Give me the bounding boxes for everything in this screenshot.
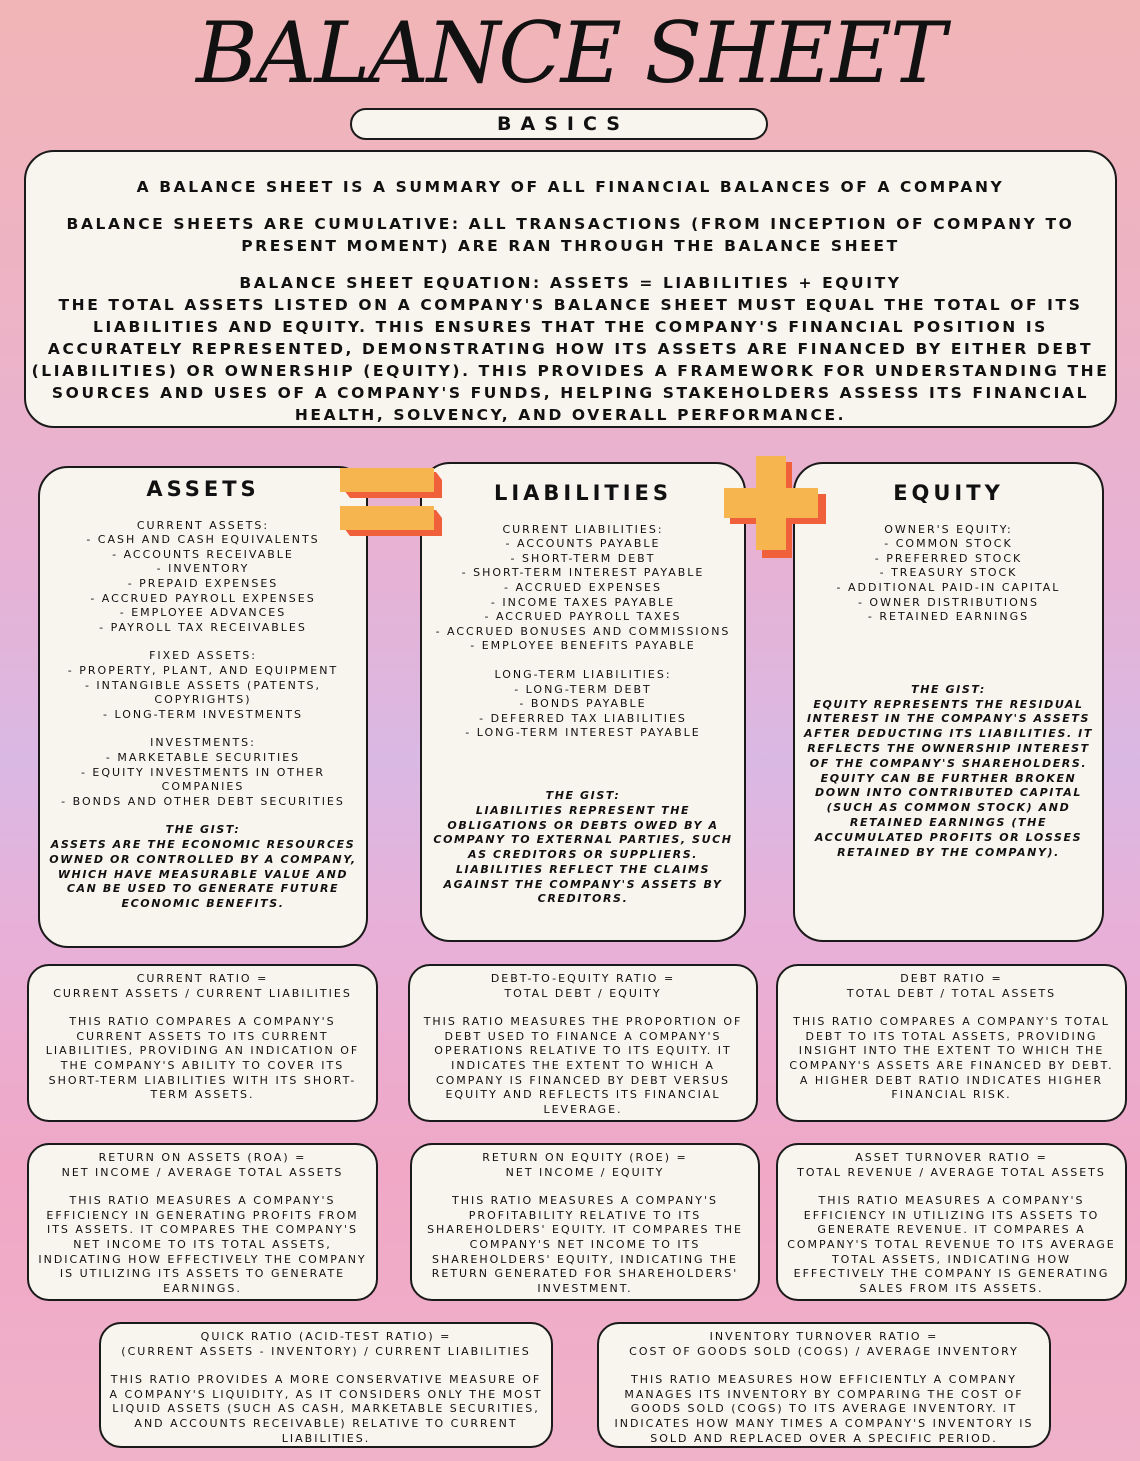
section-label: INVESTMENTS: (150, 736, 256, 750)
basics-label: BASICS (350, 108, 768, 140)
list-item: - EMPLOYEE BENEFITS PAYABLE (470, 639, 696, 653)
list-item: - LONG-TERM DEBT (514, 682, 652, 696)
assets-card (38, 466, 368, 948)
section-block (46, 649, 360, 722)
ratio-formula: DEBT-TO-EQUITY RATIO = TOTAL DEBT / EQUITY (490, 972, 676, 1000)
list-item: - INCOME TAXES PAYABLE (490, 595, 676, 609)
ratio-formula: CURRENT RATIO = CURRENT ASSETS / CURRENT LIABILITIES (53, 972, 352, 1000)
list-item: - ADDITIONAL PAID-IN CAPITAL (836, 580, 1061, 594)
ratio-formula: RETURN ON ASSETS (ROA) = NET INCOME / AVERAGE TOTAL ASSETS (61, 1151, 344, 1179)
page-title: BALANCE SHEET (195, 4, 945, 102)
section-block (428, 523, 738, 654)
ratio-formula: QUICK RATIO (ACID-TEST RATIO) = (CURRENT ASSETS - INVENTORY) / CURRENT LIABILITIES (121, 1330, 531, 1358)
ratio-description: THIS RATIO MEASURES THE PROPORTION OF DEBT USED TO FINANCE A COMPANY'S OPERATIONS RELATIVE TO ITS EQUITY. IT INDICATES THE EXTENT TO WHICH A COMPANY IS FINANCED BY DEBT VERSUS EQUITY AND REFLECTS ITS FINANCIAL LEVERAGE. (423, 1015, 743, 1116)
liabilities-sections (428, 523, 738, 741)
ratio-card-debt-to-equity (408, 964, 758, 1122)
section-block (46, 736, 360, 809)
equity-heading: EQUITY (893, 481, 1004, 505)
list-item: - ACCRUED EXPENSES (504, 580, 662, 594)
liabilities-card (420, 462, 746, 942)
list-item: - EMPLOYEE ADVANCES (119, 606, 287, 620)
ratio-formula: DEBT RATIO = TOTAL DEBT / TOTAL ASSETS (846, 972, 1057, 1000)
ratio-description: THIS RATIO COMPARES A COMPANY'S CURRENT ASSETS TO ITS CURRENT LIABILITIES, PROVIDING AN INDICATION OF THE COMPANY'S ABILITY TO COVER ITS SHORT-TERM LIABILITIES WITH ITS SHORT-TERM ASSETS. (45, 1015, 360, 1102)
list-item: - LONG-TERM INTEREST PAYABLE (465, 726, 701, 740)
list-item: - INTANGIBLE ASSETS (PATENTS, COPYRIGHTS) (84, 678, 322, 707)
list-item: - CASH AND CASH EQUIVALENTS (86, 533, 320, 547)
ratio-description: THIS RATIO COMPARES A COMPANY'S TOTAL DEBT TO ITS TOTAL ASSETS, PROVIDING INSIGHT INTO THE EXTENT TO WHICH THE COMPANY'S ASSETS ARE FINANCED BY DEBT. A HIGHER DEBT RATIO INDICATES HIGHER FINANCIAL RISK. (789, 1015, 1114, 1102)
section-label: OWNER'S EQUITY: (884, 522, 1013, 536)
section-block (428, 668, 738, 741)
list-item: - DEFERRED TAX LIABILITIES (479, 711, 687, 725)
ratio-description: THIS RATIO MEASURES HOW EFFICIENTLY A COMPANY MANAGES ITS INVENTORY BY COMPARING THE COST OF GOODS SOLD (COGS) TO ITS AVERAGE INVENTORY. IT INDICATES HOW MANY TIMES A COMPANY'S INVENTORY IS SOLD AND REPLACED OVER A SPECIFIC PERIOD. (614, 1373, 1034, 1445)
list-item: - INVENTORY (156, 562, 250, 576)
list-item: - BONDS PAYABLE (519, 697, 647, 711)
list-item: - PROPERTY, PLANT, AND EQUIPMENT (67, 663, 339, 677)
list-item: - TREASURY STOCK (879, 566, 1018, 580)
intro-definition: A BALANCE SHEET IS A SUMMARY OF ALL FINANCIAL BALANCES OF A COMPANY (136, 178, 1005, 196)
liabilities-heading: LIABILITIES (493, 481, 673, 505)
plus-sign-icon (724, 456, 830, 560)
assets-gist: ASSETS ARE THE ECONOMIC RESOURCES OWNED OR CONTROLLED BY A COMPANY, WHICH HAVE MEASURABLE VALUE AND CAN BE USED TO GENERATE FUTURE ECONOMIC BENEFITS. (49, 838, 357, 911)
intro-equation: BALANCE SHEET EQUATION: ASSETS = LIABILITIES + EQUITY (239, 274, 902, 292)
section-block (801, 523, 1096, 625)
ratio-description: THIS RATIO MEASURES A COMPANY'S PROFITABILITY RELATIVE TO ITS SHAREHOLDERS' EQUITY. IT COMPARES THE COMPANY'S NET INCOME TO ITS SHAREHOLDERS' EQUITY, INDICATING THE RETURN GENERATED FOR SHAREHOLDERS' INVESTMENT. (427, 1194, 743, 1295)
list-item: - OWNER DISTRIBUTIONS (857, 595, 1040, 609)
list-item: - ACCRUED PAYROLL EXPENSES (90, 591, 316, 605)
equity-gist-label: THE GIST: (911, 682, 986, 696)
assets-sections (46, 519, 360, 810)
section-label: FIXED ASSETS: (149, 649, 257, 663)
section-label: CURRENT LIABILITIES: (502, 522, 664, 536)
list-item: - ACCOUNTS RECEIVABLE (112, 547, 294, 561)
list-item: - LONG-TERM INVESTMENTS (103, 707, 303, 721)
ratio-card-quick (99, 1322, 553, 1448)
ratio-card-debt (776, 964, 1127, 1122)
equity-gist: EQUITY REPRESENTS THE RESIDUAL INTEREST IN THE COMPANY'S ASSETS AFTER DEDUCTING ITS LIABILITIES. IT REFLECTS THE OWNERSHIP INTEREST OF THE COMPANY'S SHAREHOLDERS. EQUITY CAN BE FURTHER BROKEN DOWN INTO CONTRIBUTED CAPITAL (SUCH AS COMMON STOCK) AND RETAINED EARNINGS (THE ACCUMULATED PROFITS OR LOSSES RETAINED BY THE COMPANY). (804, 697, 1093, 859)
intro-panel (24, 150, 1117, 428)
list-item: - MARKETABLE SECURITIES (105, 750, 301, 764)
list-item: - BONDS AND OTHER DEBT SECURITIES (61, 794, 345, 808)
ratio-card-roe (410, 1143, 760, 1301)
list-item: - COMMON STOCK (884, 537, 1013, 551)
ratio-formula: INVENTORY TURNOVER RATIO = COST OF GOODS SOLD (COGS) / AVERAGE INVENTORY (629, 1330, 1019, 1358)
section-label: CURRENT ASSETS: (136, 518, 270, 532)
list-item: - EQUITY INVESTMENTS IN OTHER COMPANIES (80, 765, 326, 794)
ratio-description: THIS RATIO MEASURES A COMPANY'S EFFICIENCY IN UTILIZING ITS ASSETS TO GENERATE REVENUE. IT COMPARES A COMPANY'S TOTAL REVENUE TO ITS AVERAGE TOTAL ASSETS, INDICATING HOW EFFECTIVELY THE COMPANY IS GENERATING SALES FROM ITS ASSETS. (787, 1194, 1116, 1295)
list-item: - PREPAID EXPENSES (127, 576, 279, 590)
list-item: - PAYROLL TAX RECEIVABLES (99, 620, 307, 634)
section-block (46, 519, 360, 636)
equals-sign-icon (338, 466, 442, 542)
section-label: LONG-TERM LIABILITIES: (494, 667, 672, 681)
assets-heading: ASSETS (146, 477, 260, 501)
list-item: - PREFERRED STOCK (874, 551, 1023, 565)
assets-gist-label: THE GIST: (165, 823, 241, 837)
equity-sections (801, 523, 1096, 625)
intro-cumulative: BALANCE SHEETS ARE CUMULATIVE: ALL TRANSACTIONS (FROM INCEPTION OF COMPANY TO PRESENT MOMENT) ARE RAN THROUGH THE BALANCE SHEET (66, 215, 1075, 255)
ratio-card-inventory-turnover (597, 1322, 1051, 1448)
liabilities-gist-label: THE GIST: (545, 788, 621, 802)
list-item: - ACCRUED PAYROLL TAXES (484, 610, 682, 624)
list-item: - SHORT-TERM DEBT (510, 551, 656, 565)
ratio-description: THIS RATIO MEASURES A COMPANY'S EFFICIENCY IN GENERATING PROFITS FROM ITS ASSETS. IT COMPARES THE COMPANY'S NET INCOME TO ITS TOTAL ASSETS, INDICATING HOW EFFECTIVELY THE COMPANY IS UTILIZING ITS ASSETS TO GENERATE EARNINGS. (38, 1194, 367, 1295)
ratio-card-asset-turnover (776, 1143, 1127, 1301)
ratio-description: THIS RATIO PROVIDES A MORE CONSERVATIVE MEASURE OF A COMPANY'S LIQUIDITY, AS IT CONSIDERS ONLY THE MOST LIQUID ASSETS (SUCH AS CASH, MARKETABLE SECURITIES, AND ACCOUNTS RECEIVABLE) RELATIVE TO CURRENT LIABILITIES. (109, 1373, 543, 1445)
liabilities-gist: LIABILITIES REPRESENT THE OBLIGATIONS OR DEBTS OWED BY A COMPANY TO EXTERNAL PARTIES, SUCH AS CREDITORS OR SUPPLIERS. LIABILITIES REFLECT THE CLAIMS AGAINST THE COMPANY'S ASSETS BY CREDITORS. (433, 803, 733, 906)
intro-explanation: THE TOTAL ASSETS LISTED ON A COMPANY'S BALANCE SHEET MUST EQUAL THE TOTAL OF ITS LIABILITIES AND EQUITY. THIS ENSURES THAT THE COMPANY'S FINANCIAL POSITION IS ACCURATELY REPRESENTED, DEMONSTRATING HOW ITS ASSETS ARE FINANCED BY EITHER DEBT (LIABILITIES) OR OWNERSHIP (EQUITY). THIS PROVIDES A FRAMEWORK FOR UNDERSTANDING THE SOURCES AND USES OF A COMPANY'S FUNDS, HELPING STAKEHOLDERS ASSESS ITS FINANCIAL HEALTH, SOLVENCY, AND OVERALL PERFORMANCE. (31, 296, 1110, 424)
ratio-formula: RETURN ON EQUITY (ROE) = NET INCOME / EQUITY (482, 1151, 688, 1179)
ratio-formula: ASSET TURNOVER RATIO = TOTAL REVENUE / AVERAGE TOTAL ASSETS (797, 1151, 1106, 1179)
ratio-card-roa (27, 1143, 378, 1301)
equity-card (793, 462, 1104, 942)
list-item: - SHORT-TERM INTEREST PAYABLE (461, 566, 705, 580)
ratio-card-current (27, 964, 378, 1122)
list-item: - ACCRUED BONUSES AND COMMISSIONS (435, 624, 731, 638)
list-item: - RETAINED EARNINGS (867, 610, 1030, 624)
list-item: - ACCOUNTS PAYABLE (505, 537, 661, 551)
